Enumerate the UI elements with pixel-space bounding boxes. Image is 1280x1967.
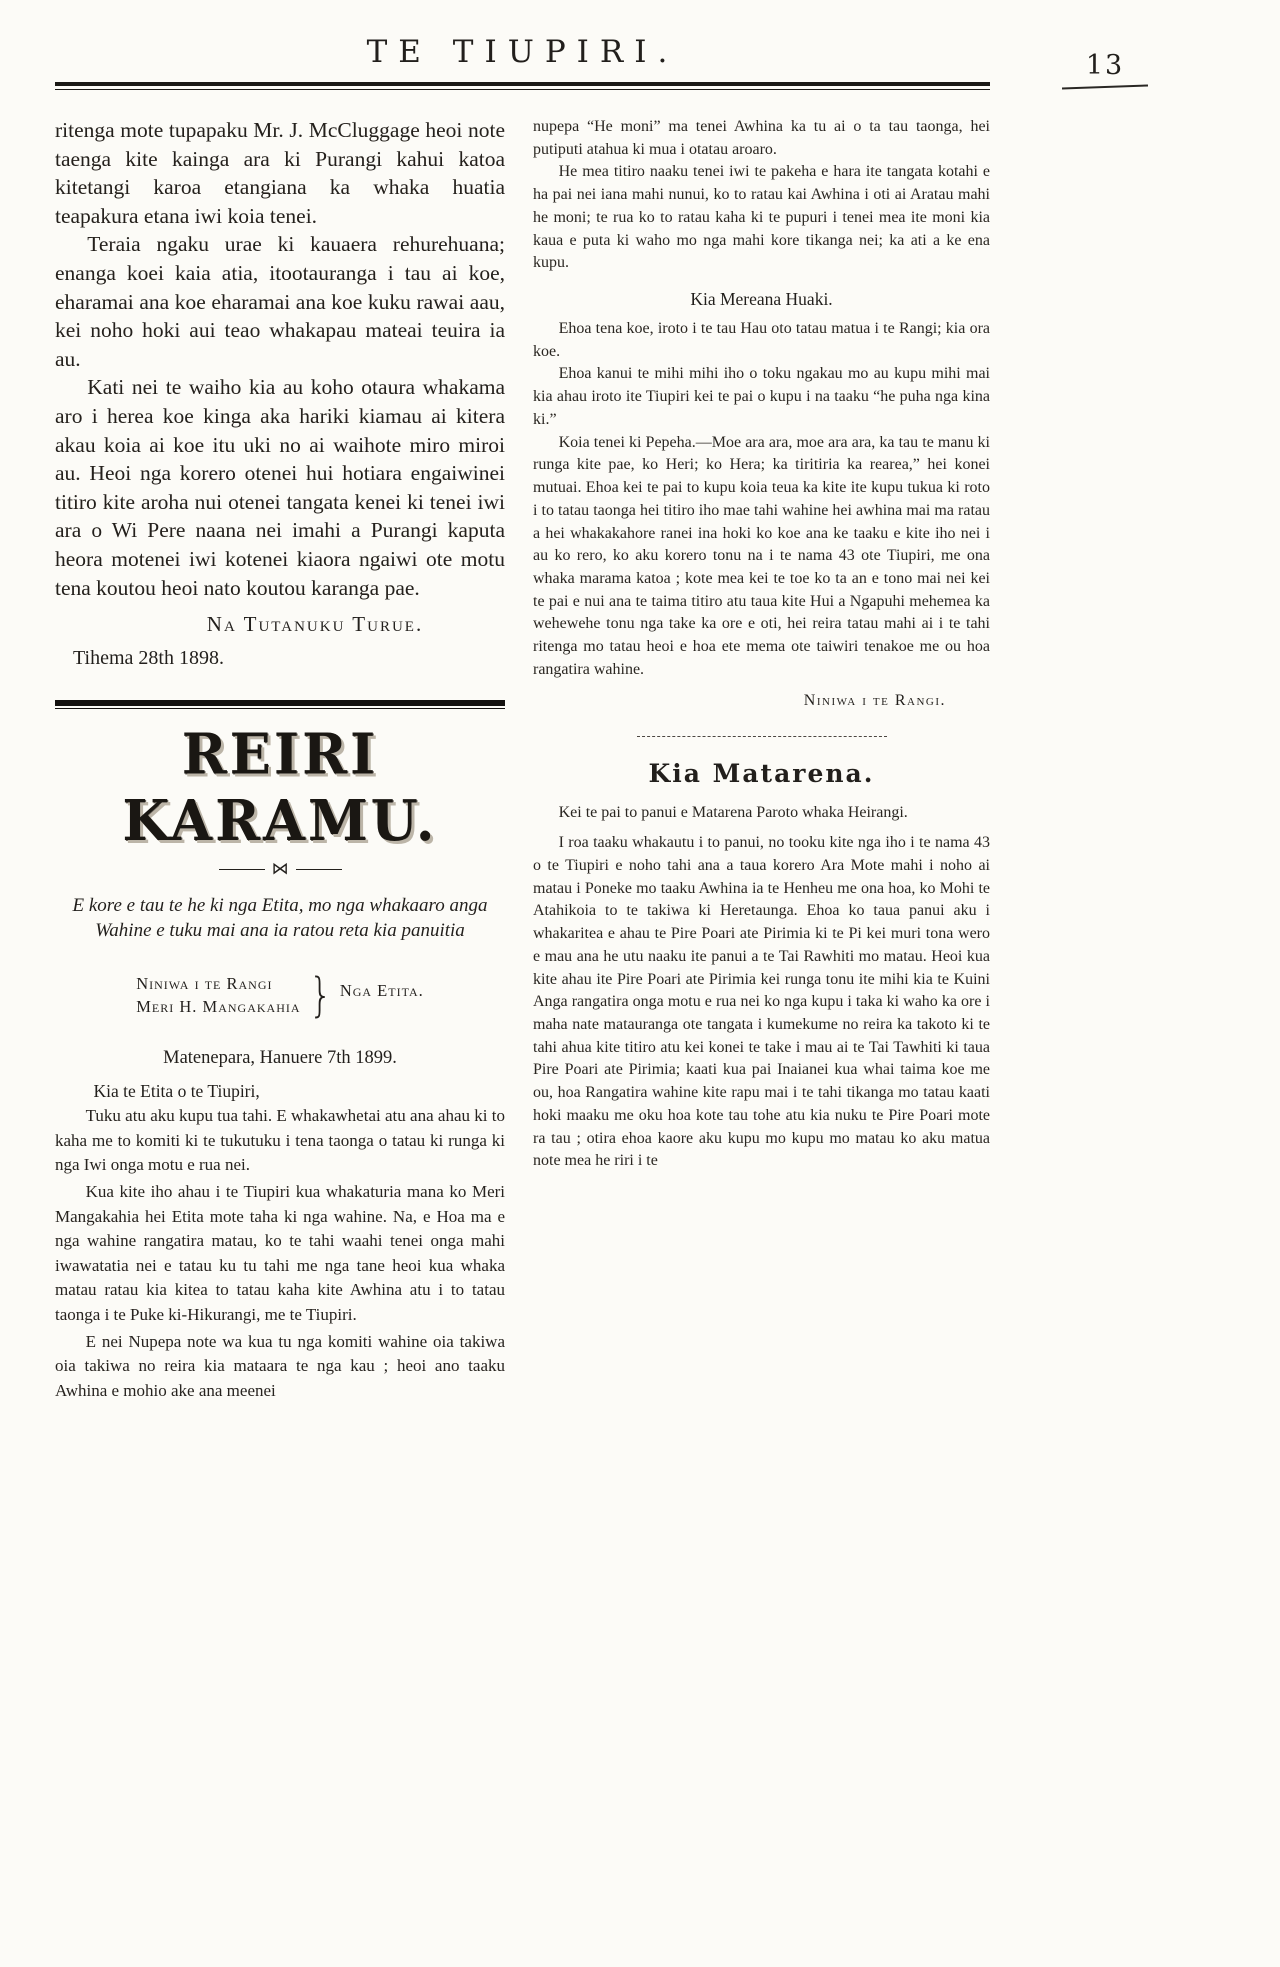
spacer	[533, 824, 990, 832]
newspaper-title: TE TIUPIRI.	[366, 34, 679, 70]
editor-name: Niniwa i te Rangi	[136, 974, 273, 994]
article-heading-kia-matarena: Kia Matarena.	[648, 758, 875, 788]
article-paragraph: Kei te pai to panui e Matarena Paroto whaka Heirangi.	[558, 803, 908, 821]
editorial-notice: E kore e tau te he ki nga Etita, mo nga whakaaro anga Wahine e tuku mai ana ia ratou reta kia panuitia	[72, 895, 488, 941]
letter-signature: Niniwa i te Rangi.	[803, 691, 946, 709]
article-paragraph: Teraia ngaku urae ki kauaera rehurehuana; enanga koei kaia atia, itootauranga i tau ai koe, eharamai ana koe eharamai ana koe kuku rawai aau, kei noho hoki aui teao whakapau mateai teuira ia au.	[55, 232, 505, 371]
editor-name: Meri H. Mangakahia	[136, 996, 301, 1016]
article-paragraph: ritenga mote tupapaku Mr. J. McCluggage heoi note taenga kite kainga ara ki Purangi kahui katoa kitetangi karoa etangiana ka whaka huatia teapakura etana iwi koia tenei.	[55, 118, 505, 228]
masthead-double-rule	[55, 82, 990, 90]
brace-glyph: }	[308, 968, 332, 1023]
editors-block	[55, 968, 505, 1023]
masthead-main	[55, 34, 990, 90]
letter-paragraph: Ehoa kanui te mihi mihi iho o toku ngakau mo au kupu mihi mai kia ahau iroto ite Tiupiri kei te pai o kupu i na taaku “he puha nga kina ki.”	[533, 365, 990, 428]
letter-salutation: Kia te Etita o te Tiupiri,	[93, 1081, 260, 1101]
masthead	[0, 0, 1280, 90]
article-signature: Na Tutanuku Turue.	[206, 612, 424, 637]
printer-ornament-icon: ⋈	[271, 859, 289, 880]
right-column	[533, 116, 990, 1404]
letter-paragraph: Kua kite iho ahau i te Tiupiri kua whakaturia mana ko Meri Mangakahia hei Etita mote taha ki nga wahine. Na, e Hoa ma e nga wahine rangatira matau, ko te tahi waahi tenei onga mahi iwawatatia nei e tatau ku tu tahi me nga tane heoi kua whaka matau ratau kia kitea to tatau kaha kite Awhina atu i to tatau taonga i te Puke ki-Hikurangi, me te Tiupiri.	[55, 1181, 505, 1325]
page-number-block	[990, 50, 1220, 90]
article-paragraph: Kati nei te waiho kia au koho otaura whakama aro i herea koe kinga aka hariki kiamau ai kitera akau koia ai koe itu uki no ai waihote miro miroi au. Heoi nga korero otenei hui hotiara engaiwinei titiro kite aroha nui otenei tangata kenei ki tenei iwi ara o Wi Pere naana nei imahi a Purangi kaputa heora motenei iwi kotenei kiaora ngaiwi ote motu tena koutou heoi nato koutou karanga pae.	[55, 375, 505, 600]
letter-paragraph: nupepa “He moni” ma tenei Awhina ka tu ai o ta tau taonga, hei putiputi atahua ki mua i otatau aroaro.	[533, 118, 990, 158]
page-number: 13	[1085, 50, 1125, 81]
dashed-divider	[637, 736, 887, 737]
letter-paragraph: Tuku atu aku kupu tua tahi. E whakawhetai atu ana ahau ki to kaha me to komiti ki te tukutuku i tena taonga o tatau ki runga ki nga Iwi onga motu e rua nei.	[55, 1106, 505, 1175]
editor-names	[136, 973, 300, 1018]
letter-paragraph: He mea titiro naaku tenei iwi te pakeha e hara ite tangata kotahi e ha pai nei iana mahi nunui, ko to ratau kai Awhina i oti ai Aratau mahi he moni; te rua ko to ratau kaha ki te pupuri i tenei mea ite moni kia kaua e puta ki waho mo nga mahi kore tikanga nei; ka ati a ke ena kupu.	[533, 163, 990, 272]
section-heading-reiri-karamu: REIRI KARAMU.	[122, 720, 438, 854]
letter-paragraph: Ehoa tena koe, iroto i te tau Hau oto tatau matua i te Rangi; kia ora koe.	[533, 320, 990, 360]
letter-dateline: Matenepara, Hanuere 7th 1899.	[163, 1048, 397, 1068]
letter-heading-mereana-huaki: Kia Mereana Huaki.	[690, 289, 833, 310]
editors-label: Nga Etita.	[339, 981, 424, 1001]
left-column	[55, 116, 505, 1404]
letter-paragraph: Koia tenei ki Pepeha.—Moe ara ara, moe ara ara, ka tau te manu ki runga kite pae, ko Heri; ko Hera; ka tiritiria ka rearea,” hei konei mutuai. Ehoa kei te pai to kupu koia teua ka kite ite kupu tukua ki roto i to tatau taonga hei titiro iho mae tahi wahine hei awhina mai ma ratau a hei whakakahore ranei ina hoki ko koe ana ke taaku e kite iho nei i au ko rero, ko aku korero tonu na i te nama 43 ote Tiupiri, me ona whaka marama katoa ; kote mea kei te toe ko ta an e tono mai nei kei te pai e nui ana te taima titiro atu taua kite Hui a Ngapuhi mehemea ka wehewehe tonu nga take ka ore e oti, hei reira tatau mahi ai i te tahi ritenga mo tatau heoi e hoa ete mema ote taiwiri tenakoe me ou hoa rangatira wahine.	[533, 433, 990, 678]
section-heavy-rule	[55, 700, 505, 709]
page-columns	[0, 90, 990, 1404]
letter-paragraph: E nei Nupepa note wa kua tu nga komiti wahine oia takiwa oia takiwa no reira kia mataara te nga kau ; heoi ano taaku Awhina e mohio ake ana meenei	[55, 1331, 505, 1401]
article-paragraph: I roa taaku whakautu i to panui, no tooku kite nga iho i te nama 43 o te Tiupiri e noho tahi ana a taua korero Ara Mote mahi i noho ai matau i Poneke mo taaku Awhina ia te Henheu me ona hoa, ko Mohi te Atahikoia to te takiwa ki Heretaunga. Ehoa ko taua panui aku i whakaritea e ahau te Pire Poari ate Pirimia ki te Pi kei muri tona wero e mau ana he utu naaku ite panui a te Tai Rawhiti mo matau. Heoi kua kite ahau ite Pire Poari ate Pirimia kei runga tonu ite mihi kia te Kuini Anga rangatira onga motu e rua nei ko nga kupu i taka ki waho ka ore i maha nate matauranga ote tangata i kumekume no reira ka takoto ki te tahi ahua kite titiro atu kei konei te take i mau ai te Tai Tawhiti ki taua Pire Poari ate Pirimia; kaati kua pai Inaianei kua whai taima koe me ou, hoa Rangatira wahine kite rapu mai i te tahi tikanga mo tatau kaati hoki maaku me oku hoa kote tau tohe atu kia nuku te Pire Poari mote ra tau ; otira ehoa kaore aku kupu mo kupu mo matau ko aku matua note mea he riri i te	[533, 834, 990, 1170]
ornament-divider	[55, 861, 505, 878]
page-number-rule	[1062, 84, 1148, 89]
article-date: Tihema 28th 1898.	[73, 647, 224, 670]
